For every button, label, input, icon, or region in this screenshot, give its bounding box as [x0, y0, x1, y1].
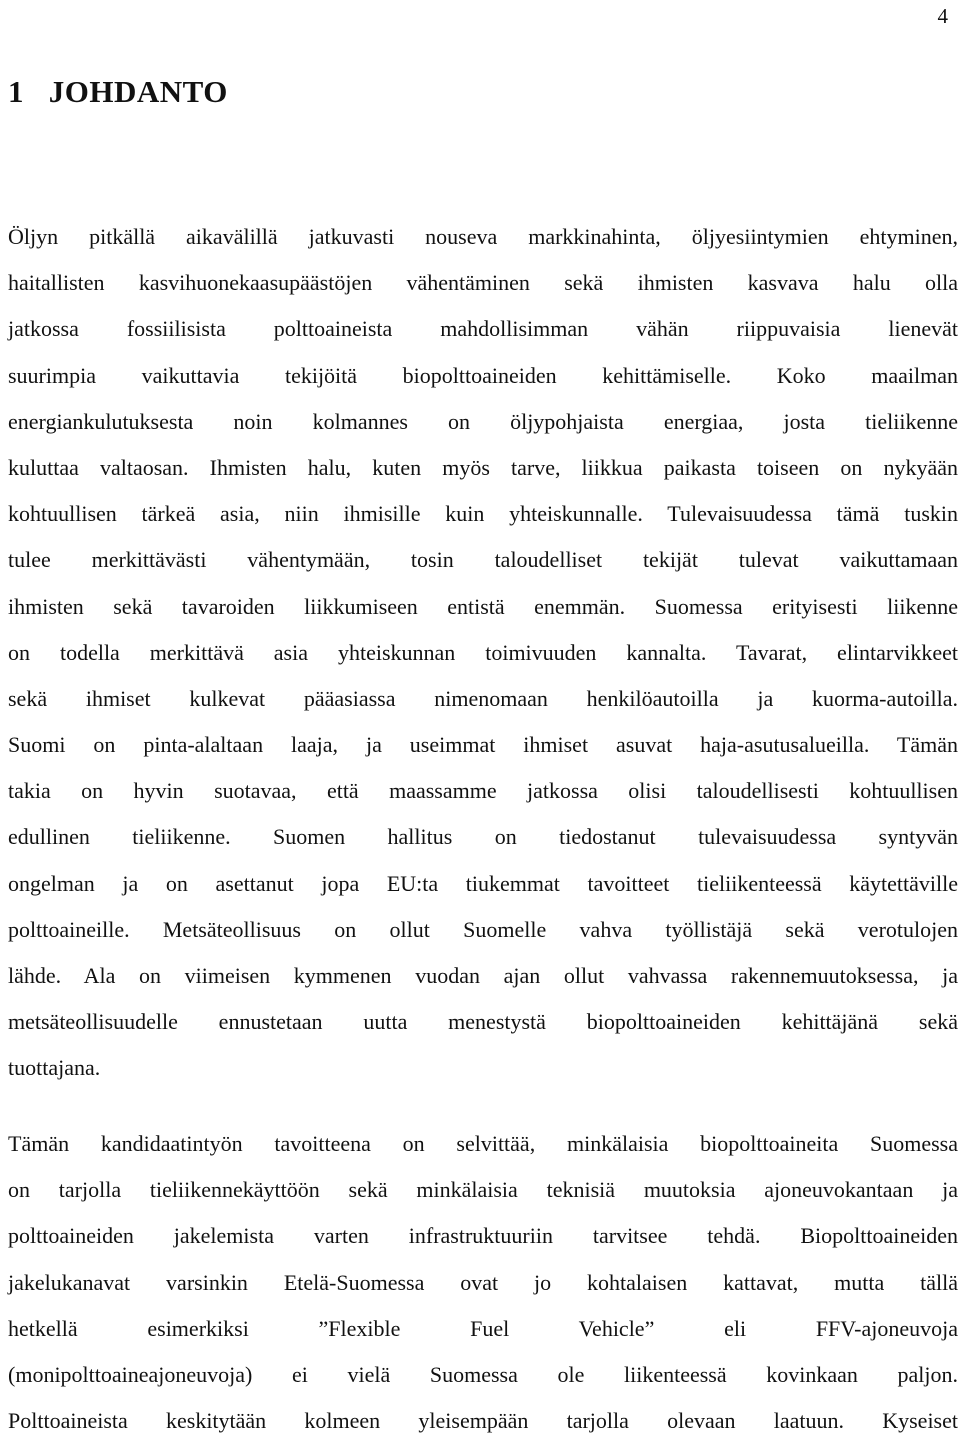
paragraph-line: takia on hyvin suotavaa, että maassamme jatkossa olisi taloudellisesti kohtuullisen: [8, 778, 958, 804]
paragraph-line: jatkossa fossiilisista polttoaineista mahdollisimman vähän riippuvaisia lienevät: [8, 316, 958, 342]
paragraph-line: energiankulutuksesta noin kolmannes on öljypohjaista energiaa, josta tieliikenne: [8, 408, 958, 434]
paragraph-line: ongelman ja on asettanut jopa EU:ta tiukemmat tavoitteet tieliikenteessä käytettäville: [8, 870, 958, 896]
paragraph-line: kuluttaa valtaosan. Ihmisten halu, kuten myös tarve, liikkua paikasta toiseen on nykyään: [8, 454, 958, 480]
chapter-heading: [8, 72, 228, 112]
paragraph-line: on tarjolla tieliikennekäyttöön sekä minkälaisia teknisiä muutoksia ajoneuvokantaan ja: [8, 1177, 958, 1203]
paragraph-line: (monipolttoaineajoneuvoja) ei vielä Suomessa ole liikenteessä kovinkaan paljon.: [8, 1361, 958, 1387]
paragraph-line: edullinen tieliikenne. Suomen hallitus on tiedostanut tulevaisuudessa syntyvän: [8, 824, 958, 850]
paragraph-1: [8, 214, 958, 1092]
paragraph-line: Suomi on pinta-alaltaan laaja, ja useimmat ihmiset asuvat haja-asutusalueilla. Tämän: [8, 732, 958, 758]
paragraph-line: lähde. Ala on viimeisen kymmenen vuodan ajan ollut vahvassa rakennemuutoksessa, ja: [8, 963, 958, 988]
paragraph-line: hetkellä esimerkiksi ”Flexible Fuel Vehicle” eli FFV-ajoneuvoja: [8, 1315, 958, 1341]
paragraph-line: polttoaineille. Metsäteollisuus on ollut Suomelle vahva työllistäjä sekä verotulojen: [8, 916, 958, 942]
paragraph-line: on todella merkittävä asia yhteiskunnan toimivuuden kannalta. Tavarat, elintarvikkeet: [8, 639, 958, 665]
paragraph-line: Polttoaineista keskitytään kolmeen yleisempään tarjolla olevaan laatuun. Kyseiset: [8, 1408, 958, 1434]
chapter-number: 1: [8, 74, 24, 109]
paragraph-line: jakelukanavat varsinkin Etelä-Suomessa ovat jo kohtalaisen kattavat, mutta tällä: [8, 1269, 958, 1295]
paragraph-line: sekä ihmiset kulkevat pääasiassa nimenomaan henkilöautoilla ja kuorma-autoilla.: [8, 685, 958, 711]
paragraph-line: ihmisten sekä tavaroiden liikkumiseen entistä enemmän. Suomessa erityisesti liikenne: [8, 593, 958, 619]
paragraph-line: suurimpia vaikuttavia tekijöitä biopolttoaineiden kehittämiselle. Koko maailman: [8, 362, 958, 388]
paragraph-line: kohtuullisen tärkeä asia, niin ihmisille kuin yhteiskunnalle. Tulevaisuudessa tämä tuskin: [8, 501, 958, 527]
paragraph-line: haitallisten kasvihuonekaasupäästöjen vähentäminen sekä ihmisten kasvava halu olla: [8, 270, 958, 296]
paragraph-2: [8, 1121, 958, 1444]
paragraph-line: Tämän kandidaatintyön tavoitteena on selvittää, minkälaisia biopolttoaineita Suomessa: [8, 1131, 958, 1156]
chapter-title: JOHDANTO: [48, 74, 228, 109]
paragraph-line: tulee merkittävästi vähentymään, tosin taloudelliset tekijät tulevat vaikuttamaan: [8, 547, 958, 573]
paragraph-line: metsäteollisuudelle ennustetaan uutta menestystä biopolttoaineiden kehittäjänä sekä: [8, 1009, 958, 1035]
chapter-heading-gap: [24, 74, 49, 109]
page-number: 4: [937, 4, 948, 28]
paragraph-line: Öljyn pitkällä aikavälillä jatkuvasti nouseva markkinahinta, öljyesiintymien ehtyminen,: [8, 224, 958, 249]
paragraph-line: polttoaineiden jakelemista varten infrastruktuuriin tarvitsee tehdä. Biopolttoaineiden: [8, 1223, 958, 1249]
paragraph-line: tuottajana.: [8, 1055, 101, 1081]
